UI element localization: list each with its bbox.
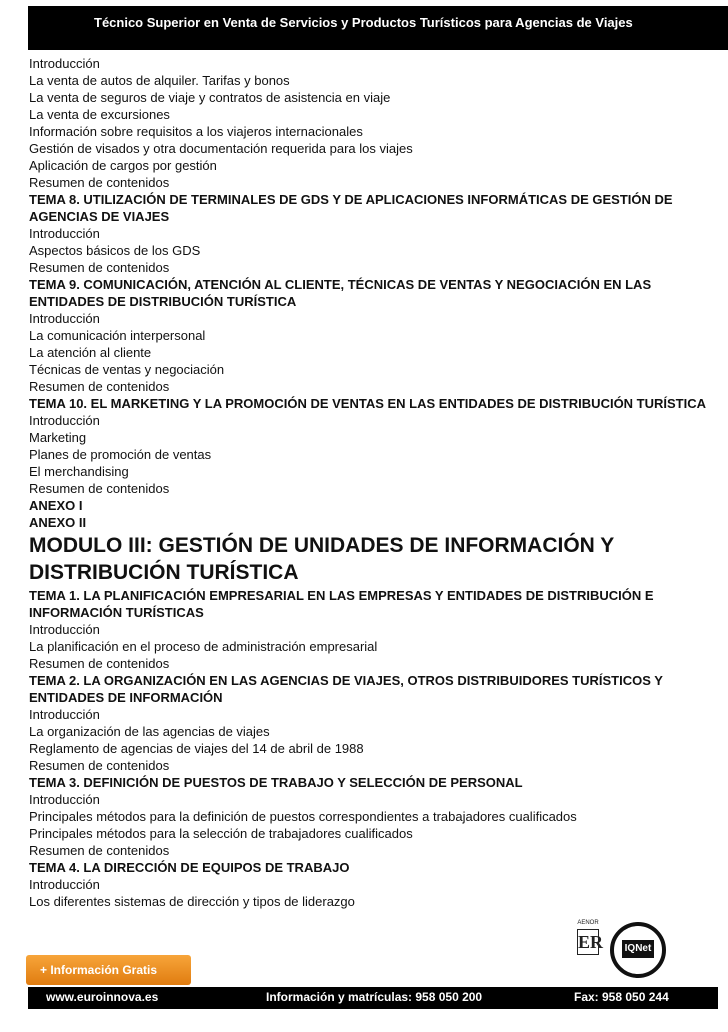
- tema-heading: TEMA 3. DEFINICIÓN DE PUESTOS DE TRABAJO Y SELECCIÓN DE PERSONAL: [29, 775, 523, 790]
- certification-badges: [572, 920, 672, 980]
- list-item: Introducción: [29, 56, 100, 71]
- list-item: La organización de las agencias de viajes: [29, 724, 270, 739]
- list-item: La venta de excursiones: [29, 107, 170, 122]
- list-item: La atención al cliente: [29, 345, 152, 360]
- footer-info-phone: Información y matrículas: 958 050 200: [266, 990, 483, 1004]
- list-item: Los diferentes sistemas de dirección y tipos de liderazgo: [29, 894, 355, 909]
- page-footer: [28, 987, 718, 1009]
- tema-heading: TEMA 9. COMUNICACIÓN, ATENCIÓN AL CLIENTE, TÉCNICAS DE VENTAS Y NEGOCIACIÓN EN LAS ENTIDADES DE DISTRIBUCIÓN TURÍSTICA: [29, 277, 652, 309]
- list-item: Introducción: [29, 792, 100, 807]
- page-header: [28, 6, 728, 50]
- list-item: Introducción: [29, 622, 100, 637]
- list-item: Marketing: [29, 430, 87, 445]
- tema-heading: TEMA 1. LA PLANIFICACIÓN EMPRESARIAL EN LAS EMPRESAS Y ENTIDADES DE DISTRIBUCIÓN E INFORMACIÓN TURÍSTICAS: [29, 588, 654, 620]
- tema-heading: TEMA 8. UTILIZACIÓN DE TERMINALES DE GDS Y DE APLICACIONES INFORMÁTICAS DE GESTIÓN DE AGENCIAS DE VIAJES: [29, 192, 673, 224]
- aenor-label: AENOR: [577, 920, 599, 926]
- list-item: Resumen de contenidos: [29, 260, 170, 275]
- anexo-heading: ANEXO II: [29, 515, 87, 530]
- list-item: Resumen de contenidos: [29, 379, 170, 394]
- list-item: Introducción: [29, 413, 100, 428]
- list-item: Introducción: [29, 877, 100, 892]
- er-mark: ER: [577, 929, 599, 955]
- list-item: La comunicación interpersonal: [29, 328, 206, 343]
- list-item: Técnicas de ventas y negociación: [29, 362, 225, 377]
- header-title: Técnico Superior en Venta de Servicios y Productos Turísticos para Agencias de Viajes: [94, 15, 633, 30]
- list-item: Introducción: [29, 707, 100, 722]
- list-item: Principales métodos para la definición de puestos correspondientes a trabajadores cualificados: [29, 809, 577, 824]
- tema-heading: TEMA 10. EL MARKETING Y LA PROMOCIÓN DE VENTAS EN LAS ENTIDADES DE DISTRIBUCIÓN TURÍSTICA: [29, 396, 707, 411]
- list-item: La planificación en el proceso de administración empresarial: [29, 639, 378, 654]
- list-item: Resumen de contenidos: [29, 481, 170, 496]
- tema-heading: TEMA 2. LA ORGANIZACIÓN EN LAS AGENCIAS DE VIAJES, OTROS DISTRIBUIDORES TURÍSTICOS Y ENTIDADES DE INFORMACIÓN: [29, 673, 663, 705]
- list-item: Resumen de contenidos: [29, 758, 170, 773]
- footer-website-link[interactable]: www.euroinnova.es: [46, 990, 159, 1004]
- list-item: Resumen de contenidos: [29, 175, 170, 190]
- list-item: Aspectos básicos de los GDS: [29, 243, 201, 258]
- iqnet-badge: [610, 922, 666, 978]
- list-item: Resumen de contenidos: [29, 843, 170, 858]
- anexo-heading: ANEXO I: [29, 498, 83, 513]
- aenor-badge: [572, 920, 604, 980]
- list-item: La venta de autos de alquiler. Tarifas y bonos: [29, 73, 290, 88]
- tema-heading: TEMA 4. LA DIRECCIÓN DE EQUIPOS DE TRABAJO: [29, 860, 350, 875]
- list-item: Gestión de visados y otra documentación requerida para los viajes: [29, 141, 413, 156]
- list-item: Reglamento de agencias de viajes del 14 de abril de 1988: [29, 741, 364, 756]
- list-item: Resumen de contenidos: [29, 656, 170, 671]
- list-item: Información sobre requisitos a los viajeros internacionales: [29, 124, 363, 139]
- list-item: Principales métodos para la selección de trabajadores cualificados: [29, 826, 413, 841]
- list-item: Aplicación de cargos por gestión: [29, 158, 217, 173]
- syllabus-content: [29, 55, 728, 910]
- footer-fax: Fax: 958 050 244: [574, 990, 669, 1004]
- list-item: El merchandising: [29, 464, 129, 479]
- list-item: La venta de seguros de viaje y contratos de asistencia en viaje: [29, 90, 391, 105]
- iqnet-label: IQNet: [622, 940, 654, 958]
- list-item: Introducción: [29, 311, 100, 326]
- list-item: Planes de promoción de ventas: [29, 447, 212, 462]
- module-heading: MODULO III: GESTIÓN DE UNIDADES DE INFORMACIÓN Y DISTRIBUCIÓN TURÍSTICA: [29, 534, 614, 584]
- info-gratis-button[interactable]: + Información Gratis: [26, 955, 191, 985]
- list-item: Introducción: [29, 226, 100, 241]
